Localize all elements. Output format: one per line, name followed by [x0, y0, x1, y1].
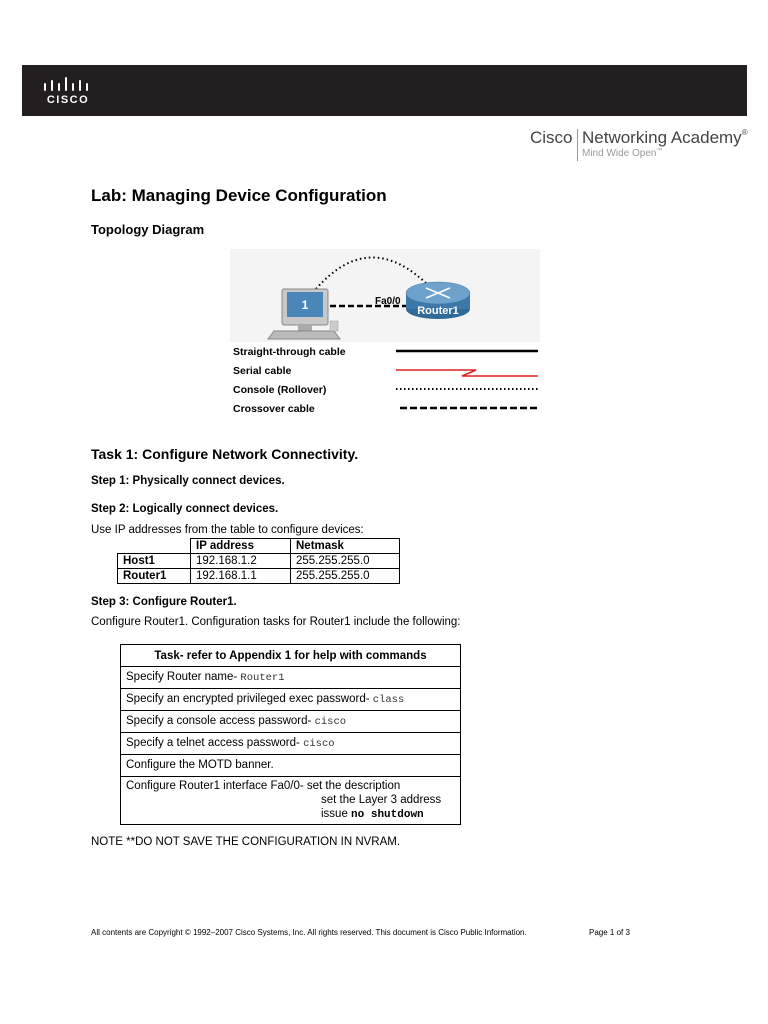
router-label: Router1	[417, 305, 459, 317]
header-bar	[22, 65, 747, 116]
legend-serial-label: Serial cable	[233, 365, 292, 377]
task-code: cisco	[314, 716, 347, 728]
task-text: Configure the MOTD banner.	[126, 759, 274, 771]
ip-table-header-ip: IP address	[191, 539, 291, 554]
registered-mark: ®	[741, 128, 748, 137]
cisco-logo-text: CISCO	[46, 94, 90, 106]
legend-straight-label: Straight-through cable	[233, 346, 346, 358]
ip-address-table	[117, 538, 400, 584]
interface-label: Fa0/0	[375, 296, 401, 307]
table-row	[118, 569, 400, 584]
footer-copyright: All contents are Copyright © 1992–2007 Cisco Systems, Inc. All rights reserved. This document is Cisco Public Information.	[91, 928, 527, 937]
cisco-logo	[38, 75, 98, 107]
task-text: Specify an encrypted privileged exec password-	[126, 693, 373, 705]
no-shutdown-code: no shutdown	[351, 809, 424, 821]
table-row	[121, 689, 461, 711]
task-table	[120, 644, 461, 825]
topology-diagram	[230, 249, 540, 419]
device-cell: Host1	[118, 554, 191, 569]
academy-name-text: Networking Academy	[582, 128, 742, 147]
netmask-cell: 255.255.255.0	[291, 569, 400, 584]
table-row	[118, 554, 400, 569]
task-text: Specify a console access password-	[126, 715, 315, 727]
task-table-header-row	[121, 645, 461, 667]
legend-crossover-label: Crossover cable	[233, 403, 315, 415]
interface-task-line2: set the Layer 3 address	[321, 794, 442, 806]
academy-tagline	[582, 148, 662, 159]
task-code: class	[372, 694, 405, 706]
footer-page-number: Page 1 of 3	[589, 928, 630, 937]
academy-branding	[530, 128, 748, 164]
table-row	[121, 777, 461, 825]
table-row	[121, 711, 461, 733]
task-text: Specify a telnet access password-	[126, 737, 304, 749]
ip-cell: 192.168.1.1	[191, 569, 291, 584]
table-row	[121, 733, 461, 755]
step1-heading: Step 1: Physically connect devices.	[91, 475, 285, 487]
ip-table-header-netmask: Netmask	[291, 539, 400, 554]
step3-text: Configure Router1. Configuration tasks for Router1 include the following:	[91, 616, 461, 628]
task-cell	[121, 733, 461, 755]
task-text: Specify Router name-	[126, 671, 241, 683]
table-row	[121, 755, 461, 777]
task-code: Router1	[240, 672, 285, 684]
cisco-bridge-icon	[38, 75, 98, 93]
legend-console-label: Console (Rollover)	[233, 384, 327, 396]
legend-serial-line	[396, 370, 538, 376]
task1-heading: Task 1: Configure Network Connectivity.	[91, 446, 359, 462]
ip-cell: 192.168.1.2	[191, 554, 291, 569]
academy-brand: Cisco	[530, 128, 573, 147]
task-cell	[121, 667, 461, 689]
table-row	[121, 667, 461, 689]
step2-text: Use IP addresses from the table to configure devices:	[91, 524, 364, 536]
interface-task-line3-text: issue	[321, 808, 352, 820]
academy-divider	[577, 129, 578, 161]
ip-table-header-row	[118, 539, 400, 554]
task-cell	[121, 689, 461, 711]
interface-task-line1: Configure Router1 interface Fa0/0- set the description	[126, 780, 401, 792]
step3-heading: Step 3: Configure Router1.	[91, 596, 237, 608]
step2-heading: Step 2: Logically connect devices.	[91, 503, 279, 515]
task-table-header: Task- refer to Appendix 1 for help with commands	[121, 645, 461, 667]
nvram-note: NOTE **DO NOT SAVE THE CONFIGURATION IN NVRAM.	[91, 836, 401, 848]
page-title: Lab: Managing Device Configuration	[91, 186, 387, 205]
device-cell: Router1	[118, 569, 191, 584]
task-cell	[121, 711, 461, 733]
academy-name	[582, 128, 748, 148]
interface-task-line3	[126, 807, 455, 822]
netmask-cell: 255.255.255.0	[291, 554, 400, 569]
host-label: 1	[301, 298, 309, 312]
ip-table-corner	[118, 539, 191, 554]
trademark-mark: ™	[656, 148, 663, 154]
topology-heading: Topology Diagram	[91, 222, 205, 237]
task-code: cisco	[303, 738, 335, 750]
task-cell	[121, 755, 461, 777]
task-cell-interface	[121, 777, 461, 825]
academy-tagline-text: Mind Wide Open	[582, 148, 657, 159]
